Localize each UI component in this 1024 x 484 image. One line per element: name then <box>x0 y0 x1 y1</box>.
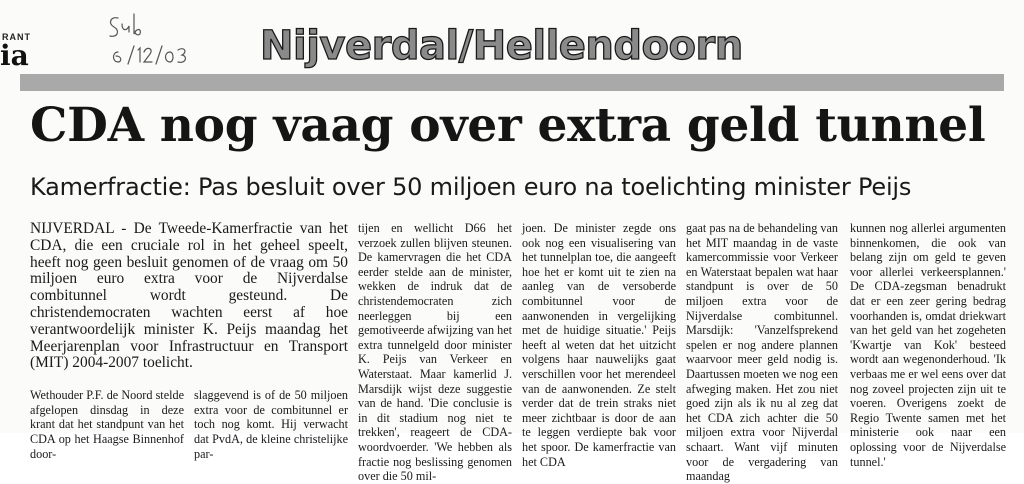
masthead-fragment <box>0 30 80 70</box>
article-column-3 <box>358 221 512 484</box>
article-column-5-text: gaat pas na de behandeling van het MIT maandag in de vaste kamercommissie voor Verkeer en Waterstaat bepalen wat haar standpunt is over de 50 miljoen extra voor de Nijverdalse combitunnel. Marsdijk: 'Vanzelfsprekend spelen er nog andere plannen waarvoor meer geld nodig is. Daartussen moeten we nog een afweging maken. Het zou niet goed zijn als ik nu al zeg dat het CDA zich achter die 50 miljoen extra voor Nijverdal schaart. Want vijf minuten voor de vergadering van maandag <box>686 221 838 484</box>
section-title: Nijverdal/Hellendoorn <box>260 23 743 69</box>
article-subheadline: Kamerfractie: Pas besluit over 50 miljoen euro na toelichting minister Peijs <box>30 173 912 201</box>
article-column-5 <box>686 221 838 484</box>
masthead-big-text: ia <box>0 39 29 70</box>
masthead-small-text: RANT <box>2 32 31 42</box>
section-divider-band <box>20 74 1004 91</box>
handwritten-note-text: Sub 6/12/03 <box>104 8 111 9</box>
article-column-6 <box>850 221 1006 469</box>
article-column-4 <box>522 221 676 469</box>
article-column-4-text: joen. De minister zegde ons ook nog een visualisering van het tunnelplan toe, die aangeeft hoe het er komt uit te zien na aanleg van de versoberde combitunnel voor de aanwonenden in vergelijking met de huidige situatie.' Peijs heeft al weten dat het uitzicht volgens haar nauwelijks gaat verschillen voor het merendeel van de aanwonenden. Ze stelt verder dat de trein straks niet meer zichtbaar is door de aan te leggen verdiepte bak voor het spoor. De kamerfractie van het CDA <box>522 221 676 469</box>
article-column-6-text: kunnen nog allerlei argumenten binnenkomen, die ook van belang zijn om geld te geven voor allerlei verkeersplannen.' De CDA-zegsman benadrukt dat er een zeer gering bedrag voorhanden is, omdat driekwart van het geld van het zogeheten 'Kwartje van Kok' besteed wordt aan wegenonderhoud. 'Ik verbaas me er wel eens over dat nog zoveel projecten zijn uit te voeren. Overigens zoekt de Regio Twente samen met het ministerie ook naar een oplossing voor de Nijverdalse tunnel.' <box>850 221 1006 469</box>
article-column-3-text: tijen en wellicht D66 het verzoek zullen blijven steunen. De kamervragen die het CDA eerder stelde aan de minister, wekken de indruk dat de christendemocraten zich neerleggen bij een gemotiveerde afwijzing van het extra tunnelgeld door minister K. Peijs van Verkeer en Waterstaat. Maar kamerlid J. Marsdijk wijst deze suggestie van de hand. 'Die conclusie is in dit stadium nog niet te trekken', reageert de CDA-woordvoerder. 'We hebben als fractie nog beslissing genomen over die 50 mil- <box>358 221 512 484</box>
article-intro: NIJVERDAL - De Tweede-Kamerfractie van het CDA, die een cruciale rol in het geheel speelt, heeft nog geen besluit genomen of de vraag om 50 miljoen euro extra voor de Nijverdalse combitunnel wordt gesteund. De christendemocraten wachten eerst af hoe verantwoordelijk minister K. Peijs maandag het Meerjarenplan voor Infrastructuur en Transport (MIT) 2004-2007 toelicht. <box>30 220 348 372</box>
article-column-1: Wethouder P.F. de Noord stelde afgelopen dinsdag in deze krant dat het standpunt van het CDA op het Haagse Binnenhof door- <box>30 388 184 461</box>
article-column-2-bottom: slaggevend is of de 50 miljoen extra voor de combitunnel er toch nog komt. Hij verwacht dat PvdA, de kleine christelijke par- <box>194 388 348 461</box>
handwritten-annotation <box>104 8 194 70</box>
article-column-lead <box>30 221 348 461</box>
article-headline: CDA nog vaag over extra geld tunnel <box>30 98 986 153</box>
